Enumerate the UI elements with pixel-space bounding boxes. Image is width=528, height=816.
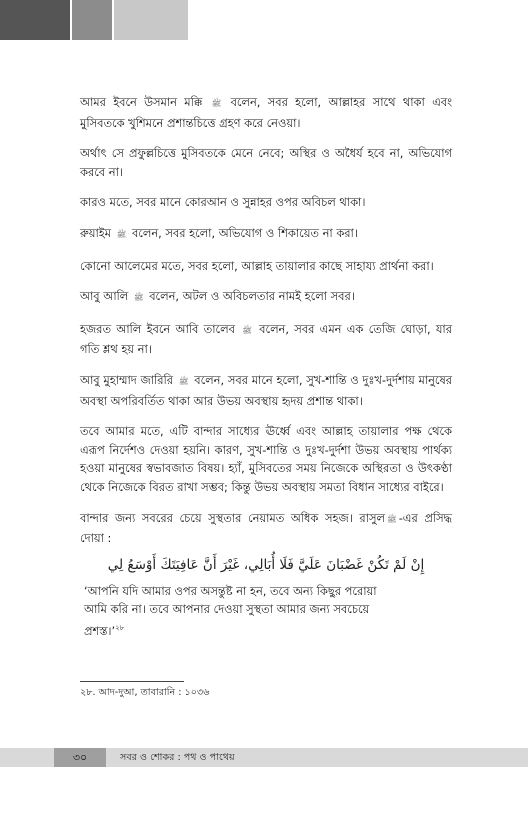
- paragraph-text: আবু মুহাম্মাদ জারিরি: [80, 372, 174, 387]
- header-bar-dark: [0, 0, 70, 40]
- paragraph: [80, 422, 452, 496]
- honorific-symbol: ﷺ: [116, 229, 127, 239]
- paragraph-text: হজরত আলি ইবনে আবি তালেব: [80, 321, 235, 336]
- footnote-divider: [80, 681, 184, 682]
- footnote: ২৮. আদ-দুআ, তাবারানি : ১০৩৬: [80, 687, 210, 698]
- paragraph-text: বান্দার জন্য সবরের চেয়ে সুস্থতার নেয়ামত অধিক সহজ। রাসুল: [80, 510, 386, 525]
- paragraph-text: অর্থাৎ সে প্রফুল্লচিত্তে মুসিবতকে মেনে নেবে; অস্থির ও অধৈর্য হবে না, অভিযোগ করবে না।: [80, 146, 452, 179]
- paragraph-text: বলেন, অটল ও অবিচলতার নামই হলো সবর।: [149, 289, 355, 304]
- decorative-header-bars: [0, 0, 188, 40]
- paragraph-text: বলেন, সবর এমন এক তেজি ঘোড়া, যার গতি শ্লথ হয় না।: [80, 321, 452, 357]
- honorific-symbol: ﷺ: [211, 99, 222, 108]
- honorific-symbol: ﷺ: [133, 293, 144, 303]
- honorific-symbol: ﷺ: [387, 514, 397, 524]
- paragraph: [80, 257, 452, 276]
- paragraph: [80, 287, 452, 308]
- paragraph-text: বলেন, সবর হলো, আল্লাহর সাথে থাকা এবং মুসিবতকে খুশিমনে প্রশান্তচিত্তে গ্রহণ করে নেওয়া।: [80, 95, 453, 130]
- paragraph-text: কারও মতে, সবর মানে কোরআন ও সুন্নাহর ওপর অবিচল থাকা।: [80, 195, 366, 210]
- paragraph: [80, 320, 452, 359]
- paragraph-text: বলেন, সবর হলো, অভিযোগ ও শিকায়েত না করা।: [131, 225, 358, 240]
- dua-translation: [84, 582, 384, 641]
- paragraph: [80, 509, 452, 548]
- page-number: ৩০: [72, 751, 88, 764]
- honorific-symbol: ﷺ: [178, 376, 189, 386]
- paragraph-text: কোনো আলেমের মতে, সবর হলো, আল্লাহ তায়ালার কাছে সাহায্য প্রার্থনা করা।: [80, 258, 434, 273]
- header-bar-light: [114, 0, 188, 40]
- page-body: [80, 93, 452, 640]
- paragraph: [80, 224, 452, 245]
- paragraph-text: আবু আলি: [80, 289, 129, 304]
- paragraph: [80, 144, 452, 181]
- paragraph: [80, 371, 452, 410]
- paragraph-text: -এর প্রসিদ্ধ দোয়া :: [80, 510, 452, 546]
- paragraph-text: বলেন, সবর মানে হলো, সুখ-শান্তি ও দুঃখ-দুর্দশায় মানুষের অবস্থা অপরিবর্তিত থাকা আর উভয় অবস্থায় হৃদয় প্রশান্ত থাকা।: [80, 372, 453, 408]
- paragraph-text: রুয়াইম: [80, 225, 112, 240]
- arabic-dua: إِنْ لَمْ تَكُنْ غَضْبَانَ عَلَيَّ فَلَا أُبَالِي، غَيْرَ أَنَّ عَافِيَتَكَ أَوْسَعُ لِي: [107, 556, 425, 573]
- translation-text: ‘আপনি যদি আমার ওপর অসন্তুষ্ট না হন, তবে অন্য কিছুর পরোয়া আমি করি না। তবে আপনার দেওয়া সুস্থতা আমার জন্য সবচেয়ে প্রশস্ত।’: [84, 583, 377, 638]
- paragraph: [80, 93, 452, 132]
- paragraph: [80, 193, 452, 212]
- paragraph-text: আমর ইবনে উসমান মক্কি: [80, 95, 203, 109]
- paragraph-text: তবে আমার মতে, এটি বান্দার সাধ্যের ঊর্ধ্বে এবং আল্লাহ তায়ালার পক্ষ থেকে এরূপ নির্দেশও দেওয়া হয়নি। কারণ, সুখ-শান্তি ও দুঃখ-দুর্দশা উভয় অবস্থায় পার্থক্য হওয়া মানুষের স্বভাবজাত বিষয়। হ্যাঁ, মুসিবতের সময় নিজেকে অস্থিরতা ও উৎকণ্ঠা থেকে নিজেকে বিরত রাখা সম্ভব; কিন্তু উভয় অবস্থায় সমতা বিধান সাধ্যের বাইরে।: [80, 424, 452, 494]
- header-bar-mid: [72, 0, 112, 40]
- running-footer-title: সবর ও শোকর : পথ ও পাথেয়: [120, 752, 235, 763]
- honorific-symbol: ﷺ: [242, 325, 252, 335]
- footnote-reference: ২৮: [115, 623, 125, 632]
